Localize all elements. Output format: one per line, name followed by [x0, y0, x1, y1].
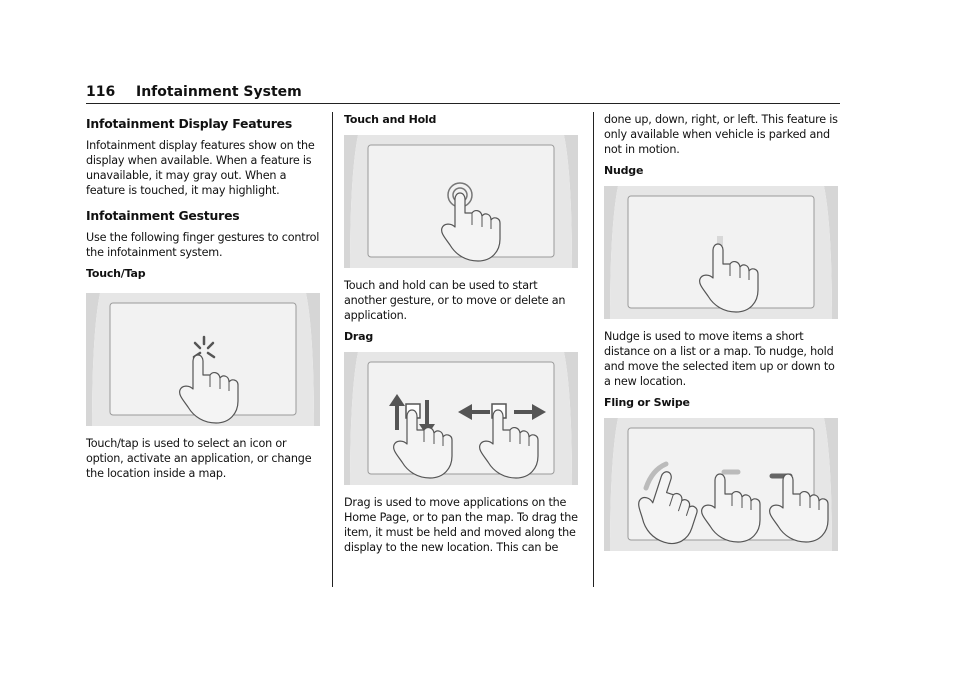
page-header: [86, 84, 840, 104]
fling-swipe-illustration: [604, 418, 838, 551]
heading-gestures: Infotainment Gestures: [86, 208, 240, 223]
nudge-illustration: [604, 186, 838, 319]
para-touch-tap: Touch/tap is used to select an icon or option, activate an application, or change the location inside a map.: [86, 437, 312, 480]
touch-tap-illustration: [86, 293, 320, 426]
column-3: [604, 112, 840, 561]
section-title: Infotainment System: [136, 84, 302, 100]
heading-drag: Drag: [344, 330, 374, 343]
column-1: [86, 112, 322, 487]
heading-nudge: Nudge: [604, 164, 644, 177]
para-nudge: Nudge is used to move items a short distance on a list or a map. To nudge, hold and move the selected item up or down to a new location.: [604, 330, 835, 388]
para-gestures: Use the following finger gestures to control the infotainment system.: [86, 231, 320, 259]
page-number: 116: [86, 84, 116, 100]
column-divider-1: [332, 112, 333, 587]
para-drag: Drag is used to move applications on the Home Page, or to pan the map. To drag the item, it must be held and moved along the display to the new location. This can be: [344, 496, 578, 554]
heading-touch-hold: Touch and Hold: [344, 113, 437, 126]
para-drag-continued: done up, down, right, or left. This feature is only available when vehicle is parked and not in motion.: [604, 113, 838, 156]
drag-illustration: [344, 352, 578, 485]
column-2: [344, 112, 580, 561]
heading-display-features: Infotainment Display Features: [86, 116, 293, 131]
para-display-features: Infotainment display features show on the display when available. When a feature is unavailable, it may gray out. When a feature is touched, it may highlight.: [86, 139, 315, 197]
touch-hold-illustration: [344, 135, 578, 268]
para-touch-hold: Touch and hold can be used to start another gesture, or to move or delete an application.: [344, 279, 566, 322]
header-rule: [86, 103, 840, 104]
heading-touch-tap: Touch/Tap: [86, 267, 146, 280]
column-divider-2: [593, 112, 594, 587]
display-bezel: [344, 352, 578, 485]
heading-fling-swipe: Fling or Swipe: [604, 396, 690, 409]
